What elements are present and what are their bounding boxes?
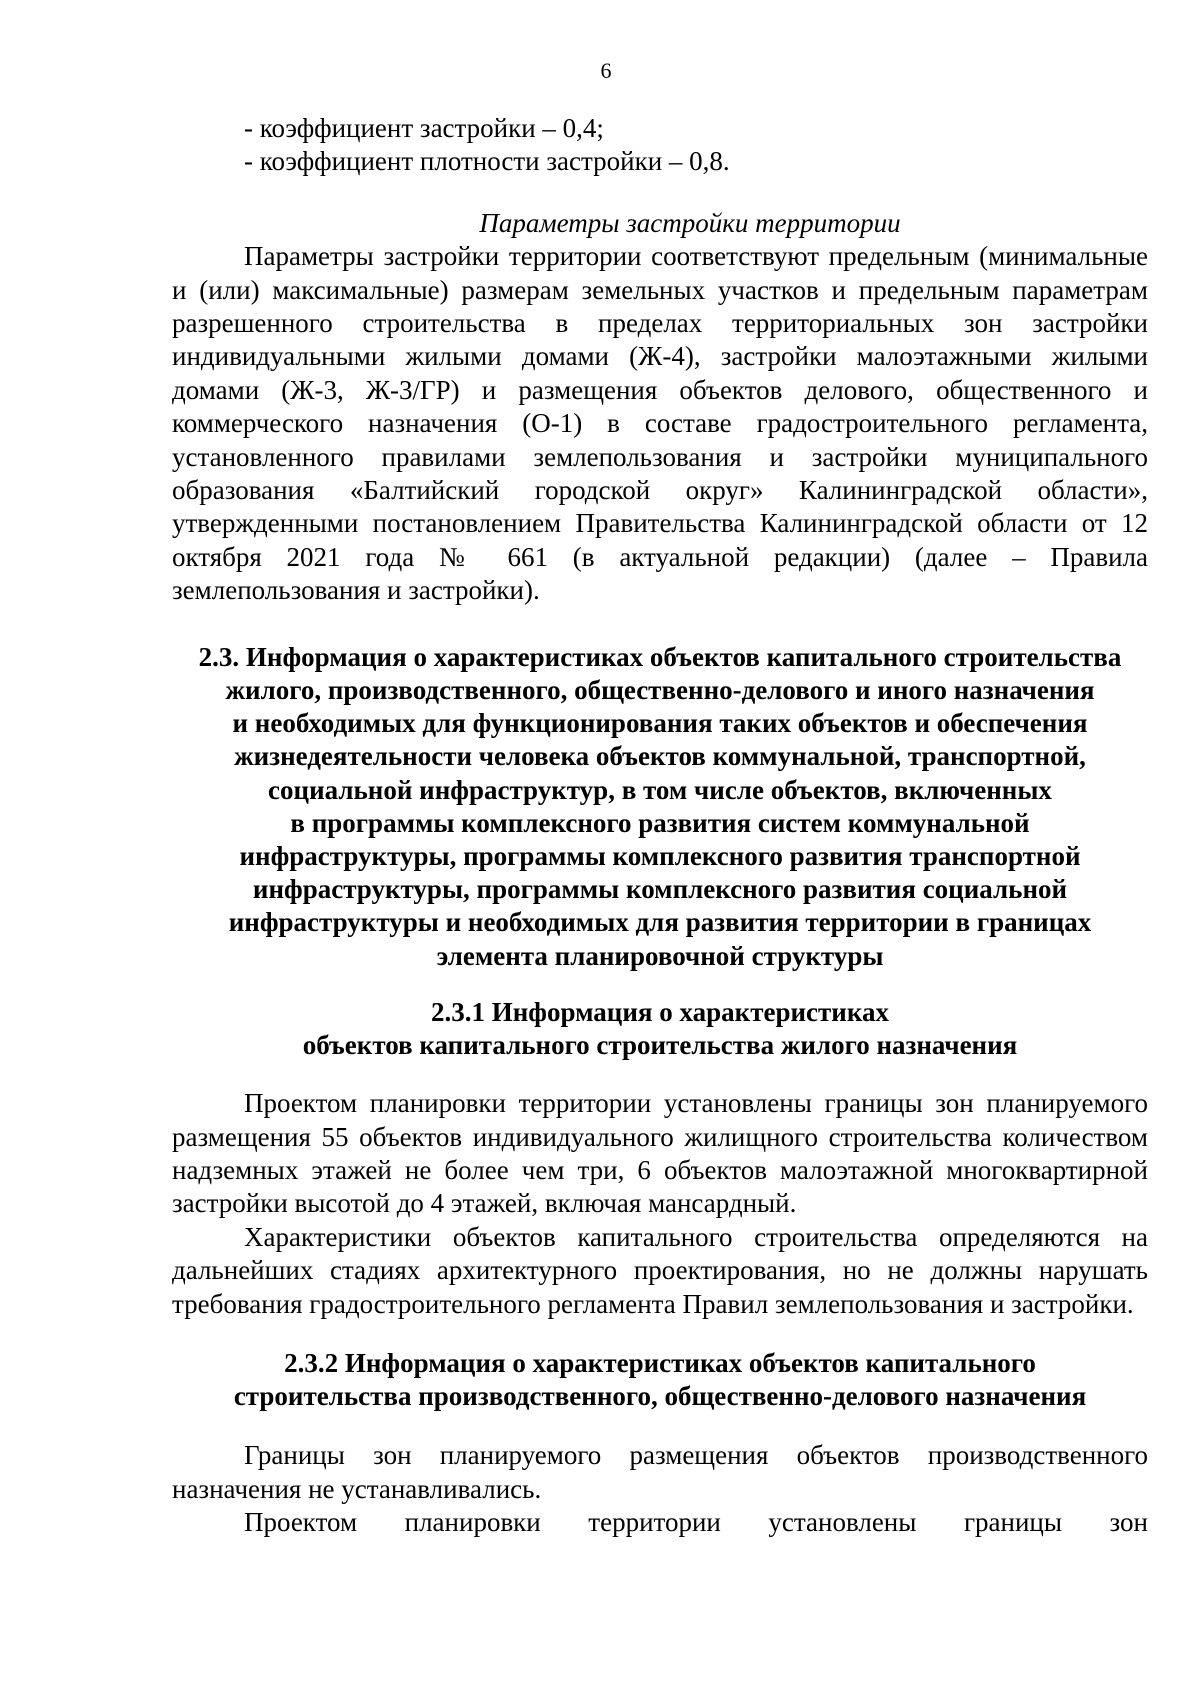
section-2-3-1-heading [172, 996, 1148, 1062]
list-item-density-coefficient: - коэффициент плотности застройки – 0,8. [244, 146, 730, 177]
section-2-3-heading [172, 641, 1148, 973]
heading-line: инфраструктуры и необходимых для развития территории в границах [228, 907, 1092, 938]
heading-line: жизнедеятельности человека объектов коммунальной, транспортной, [234, 741, 1086, 772]
industrial-paragraph-1: Границы зон планируемого размещения объектов производственного назначения не устанавливались. [172, 1440, 1148, 1504]
heading-line: объектов капитального строительства жилого назначения [302, 1029, 1018, 1060]
heading-line: в программы комплексного развития систем коммунальной [290, 807, 1030, 838]
heading-line: 2.3. Информация о характеристиках объектов капитального строительства [198, 641, 1122, 672]
list-item-build-coefficient: - коэффициент застройки – 0,4; [244, 113, 604, 143]
residential-paragraph-2: Характеристики объектов капитального строительства определяются на дальнейших стадиях архитектурного проектирования, но не должны нарушать требования градостроительного регламента Правил землепользования и застройки. [172, 1221, 1148, 1319]
industrial-paragraph-2: Проектом планировки территории установлены границы зон [244, 1507, 1148, 1538]
heading-line: 2.3.1 Информация о характеристиках [430, 996, 889, 1027]
heading-line: и необходимых для функционирования таких объектов и обеспечения [232, 708, 1088, 739]
page-content [172, 112, 1148, 1540]
params-paragraph: Параметры застройки территории соответствуют предельным (минимальные и (или) максимальные) размерам земельных участков и предельным параметрам разрешенного строительства в пределах территориальных зон застройки индивидуальными жилыми домами (Ж-4), застройки малоэтажными жилыми домами (Ж-3, Ж-3/ГР) и размещения объектов делового, общественного и коммерческого назначения (О-1) в составе градостроительного регламента, установленного правилами землепользования и застройки муниципального образования «Балтийский городской округ» Калининградской области», утвержденными постановлением Правительства Калининградской области от 12 октября 2021 года № 661 (в актуальной редакции) (далее – Правила землепользования и застройки). [172, 241, 1148, 606]
heading-line: социальной инфраструктур, в том числе объектов, включенных [268, 774, 1052, 805]
heading-line: строительства производственного, общественно-делового назначения [233, 1381, 1087, 1412]
heading-line: инфраструктуры, программы комплексного развития социальной [252, 874, 1068, 905]
heading-line: инфраструктуры, программы комплексного развития транспортной [239, 840, 1081, 871]
heading-line: элемента планировочной структуры [436, 940, 884, 971]
heading-line: жилого, производственного, общественно-делового и иного назначения [225, 674, 1095, 705]
params-heading: Параметры застройки территории [479, 207, 901, 238]
heading-line: 2.3.2 Информация о характеристиках объектов капитального [284, 1347, 1036, 1378]
section-2-3-2-heading [172, 1347, 1148, 1413]
page-number: 6 [600, 58, 612, 83]
residential-paragraph-1: Проектом планировки территории установлены границы зон планируемого размещения 55 объектов индивидуального жилищного строительства количеством надземных этажей не более чем три, 6 объектов малоэтажной многоквартирной застройки высотой до 4 этажей, включая мансардный. [172, 1088, 1148, 1219]
